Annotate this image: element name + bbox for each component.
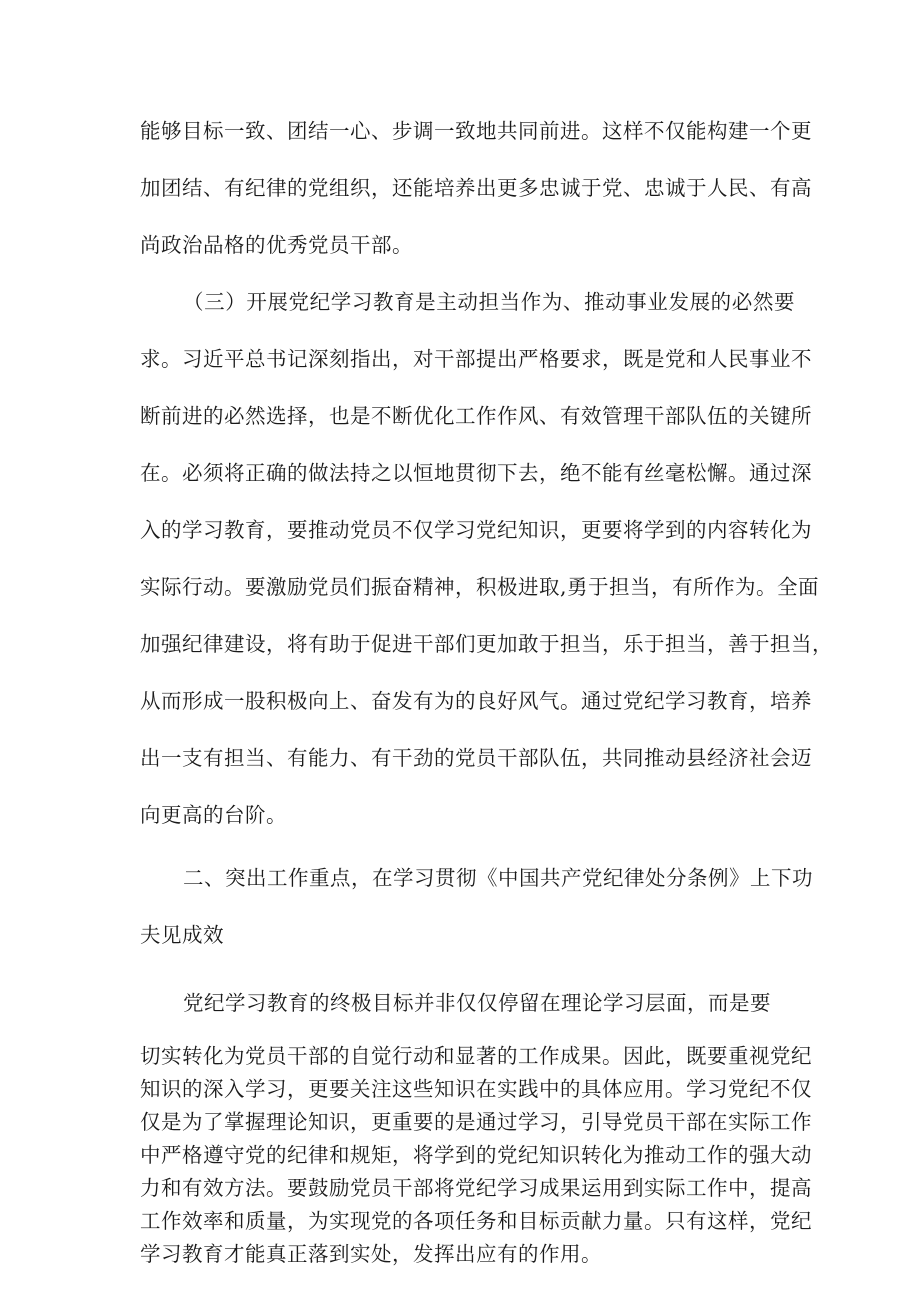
paragraph-line: 入的学习教育，要推动党员不仅学习党纪知识，更要将学到的内容转化为 [140,518,812,542]
paragraph-line: 切实转化为党员干部的自觉行动和显著的工作成果。因此，既要重视党纪 [140,1044,812,1068]
paragraph-line: 力和有效方法。要鼓励党员干部将党纪学习成果运用到实际工作中，提高 [140,1176,812,1200]
paragraph-line: 党纪学习教育的终极目标并非仅仅停留在理论学习层面，而是要 [183,991,771,1015]
section-heading-line: 二、突出工作重点，在学习贯彻《中国共产党纪律处分条例》上下功 [183,866,813,890]
paragraph-line: 加强纪律建设，将有助于促进干部们更加敢于担当，乐于担当，善于担当， [140,632,833,656]
section-heading-line: 夫见成效 [140,923,224,947]
paragraph-line: 实际行动。要激励党员们振奋精神，积极进取,勇于担当，有所作为。全面 [140,575,820,599]
paragraph-line: 知识的深入学习，更要关注这些知识在实践中的具体应用。学习党纪不仅 [140,1077,812,1101]
paragraph-line: 向更高的台阶。 [140,803,287,827]
paragraph-line: 尚政治品格的优秀党员干部。 [140,233,413,257]
paragraph-line: （三）开展党纪学习教育是主动担当作为、推动事业发展的必然要 [183,290,795,314]
paragraph-line: 加团结、有纪律的党组织，还能培养出更多忠诚于党、忠诚于人民、有高 [140,176,812,200]
paragraph-line: 从而形成一股积极向上、奋发有为的良好风气。通过党纪学习教育，培养 [140,689,812,713]
paragraph-line: 在。必须将正确的做法持之以恒地贯彻下去，绝不能有丝毫松懈。通过深 [140,461,812,485]
paragraph-line: 工作效率和质量，为实现党的各项任务和目标贡献力量。只有这样，党纪 [140,1209,812,1233]
paragraph-line: 出一支有担当、有能力、有干劲的党员干部队伍，共同推动县经济社会迈 [140,746,812,770]
paragraph-line: 能够目标一致、团结一心、步调一致地共同前进。这样不仅能构建一个更 [140,119,812,143]
paragraph-line: 中严格遵守党的纪律和规矩，将学到的党纪知识转化为推动工作的强大动 [140,1143,812,1167]
paragraph-line: 仅是为了掌握理论知识，更重要的是通过学习，引导党员干部在实际工作 [140,1110,812,1134]
paragraph-line: 学习教育才能真正落到实处，发挥出应有的作用。 [140,1242,602,1266]
paragraph-line: 断前进的必然选择，也是不断优化工作作风、有效管理干部队伍的关键所 [140,404,812,428]
paragraph-line: 求。习近平总书记深刻指出，对干部提出严格要求，既是党和人民事业不 [140,347,812,371]
